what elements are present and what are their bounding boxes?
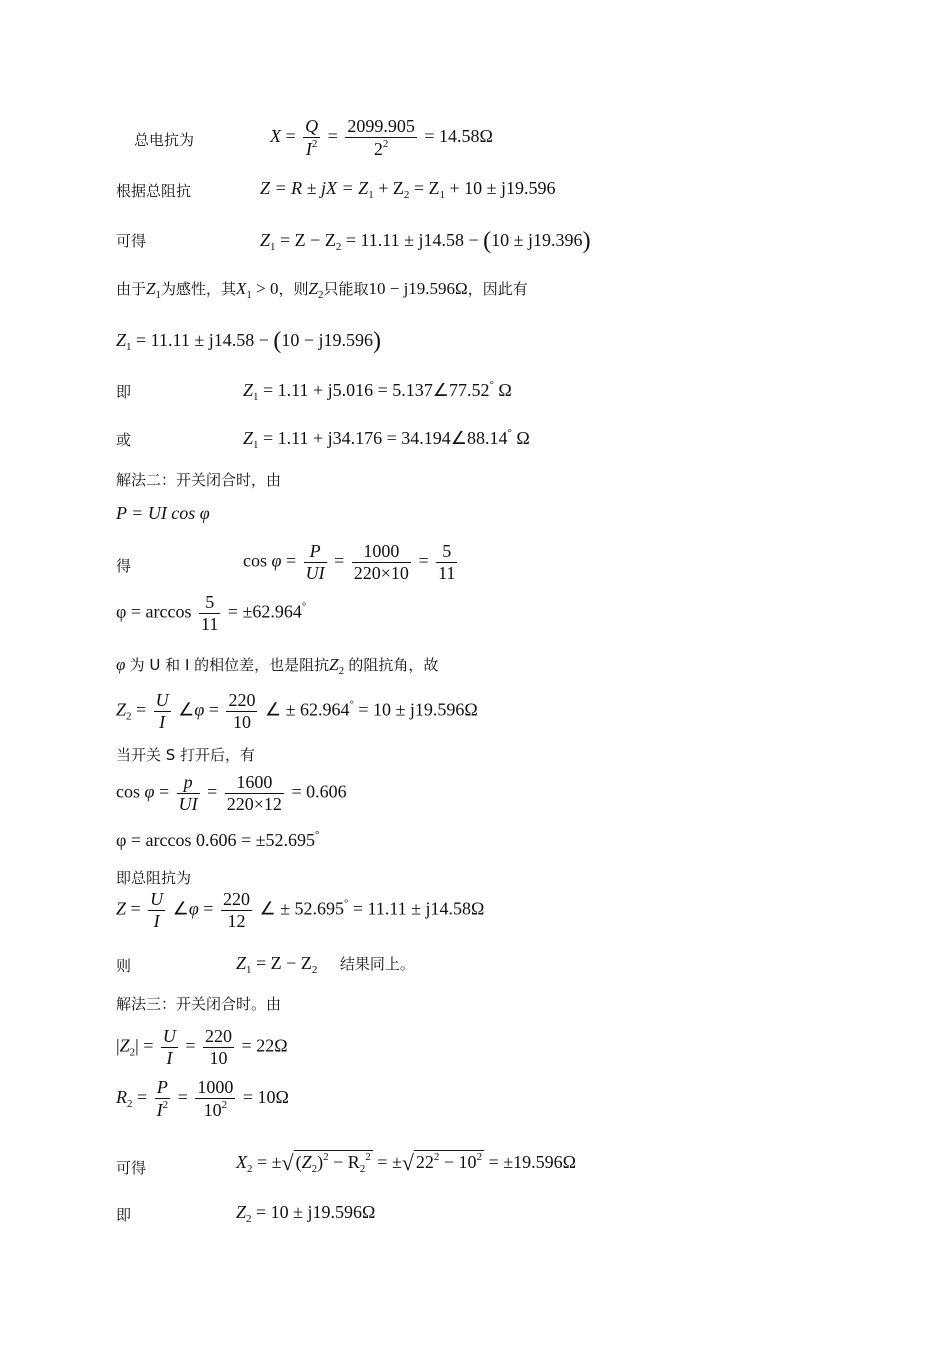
eq-z2-final: $Z_2 = 10 \pm j19.596\Omega$ (236, 1202, 376, 1225)
label-kede-2: 可得 (116, 1159, 147, 1177)
eq-z1-result-b: $Z_1 = 1.11 + j34.176$ = 34.194∠88.14° Ω (243, 427, 530, 451)
label-switch-open: 当开关 S 打开后，有 (116, 746, 256, 764)
label-kede-1: 可得 (116, 232, 147, 250)
label-ji-1: 即 (116, 383, 132, 401)
eq-z2-method2: $Z_2$ = $\frac{U}{I}$ ∠φ = $\frac{220}{10}$ ∠ ± 62.964° = 10 ± j19.596Ω (116, 690, 478, 732)
method-three-title: 解法三：开关闭合时。由 (116, 995, 282, 1013)
eq-z1-expression: $Z_1 = 11.11 \pm j14.58 - (10 - j19.596)$ (116, 328, 382, 354)
eq-cos-phi-2: cos φ = $\frac{p}{UI}$ = $\frac{1600}{220\times 12}$ = 0.606 (116, 772, 347, 814)
eq-x2: $X_2$ = ±√ $(Z_2)^2 - R_2^2$ = ±√ $22^2 - 10^2 = \pm 19.596\Omega$ (236, 1150, 576, 1175)
label-ji-last: 即 (116, 1206, 132, 1224)
label-ze: 则 (116, 957, 132, 975)
eq-phi-2: φ = arccos 0.606 = ±52.695° (116, 829, 320, 850)
eq-total-impedance: Z = R ± jX = $Z_1 + Z_2 = Z_1 + 10 \pm j19.596$ (260, 178, 556, 201)
eq-cos-phi-1: cos φ = $\frac{P}{UI}$ = $\frac{1000}{220\times 10}$ = $\frac{5}{11}$ (243, 541, 456, 583)
label-de: 得 (116, 557, 132, 575)
label-total-reactance: 总电抗为 (134, 131, 195, 149)
eq-z-total: Z = $\frac{U}{I}$ ∠φ = $\frac{220}{12}$ ∠ ± 52.695° = 11.11 ± j14.58Ω (116, 889, 485, 931)
label-huo: 或 (116, 431, 132, 449)
line-phi-description: φ 为 U 和 I 的相位差，也是阻抗$Z_2$ 的阻抗角，故 (116, 655, 439, 677)
label-total-impedance: 根据总阻抗 (116, 182, 192, 200)
line-inductive-condition: 由于$Z_1$为感性，其$X_1 > 0$，则$Z_2$只能取10 − j19.596Ω，因此有 (116, 279, 528, 301)
eq-z1-diff: $Z_1 = Z - Z_2 = 11.11 \pm j14.58 - (10 \pm j19.396)$ (260, 228, 591, 254)
eq-r2: $R_2$ = $\frac{P}{I^2}$ = $\frac{1000}{10^2}$ = 10Ω (116, 1077, 289, 1120)
eq-total-reactance: X = $\frac{Q}{I^2}$ = $\frac{2099.905}{2^2}$ = 14.58Ω (270, 116, 493, 159)
eq-z1-result-a: $Z_1 = 1.11 + j5.016$ = 5.137∠77.52° Ω (243, 379, 512, 403)
eq-power: P = UI cos φ (116, 503, 210, 523)
eq-z2-magnitude: $|Z_2|$ = $\frac{U}{I}$ = $\frac{220}{10}$ = 22Ω (116, 1026, 288, 1068)
eq-phi-1: φ = arccos $\frac{5}{11}$ = ±62.964° (116, 592, 307, 634)
label-total-impedance-2: 即总阻抗为 (116, 869, 192, 887)
method-two-title: 解法二：开关闭合时，由 (116, 471, 282, 489)
eq-z1-def: $Z_1 = Z - Z_2$ 结果同上。 (236, 953, 415, 976)
